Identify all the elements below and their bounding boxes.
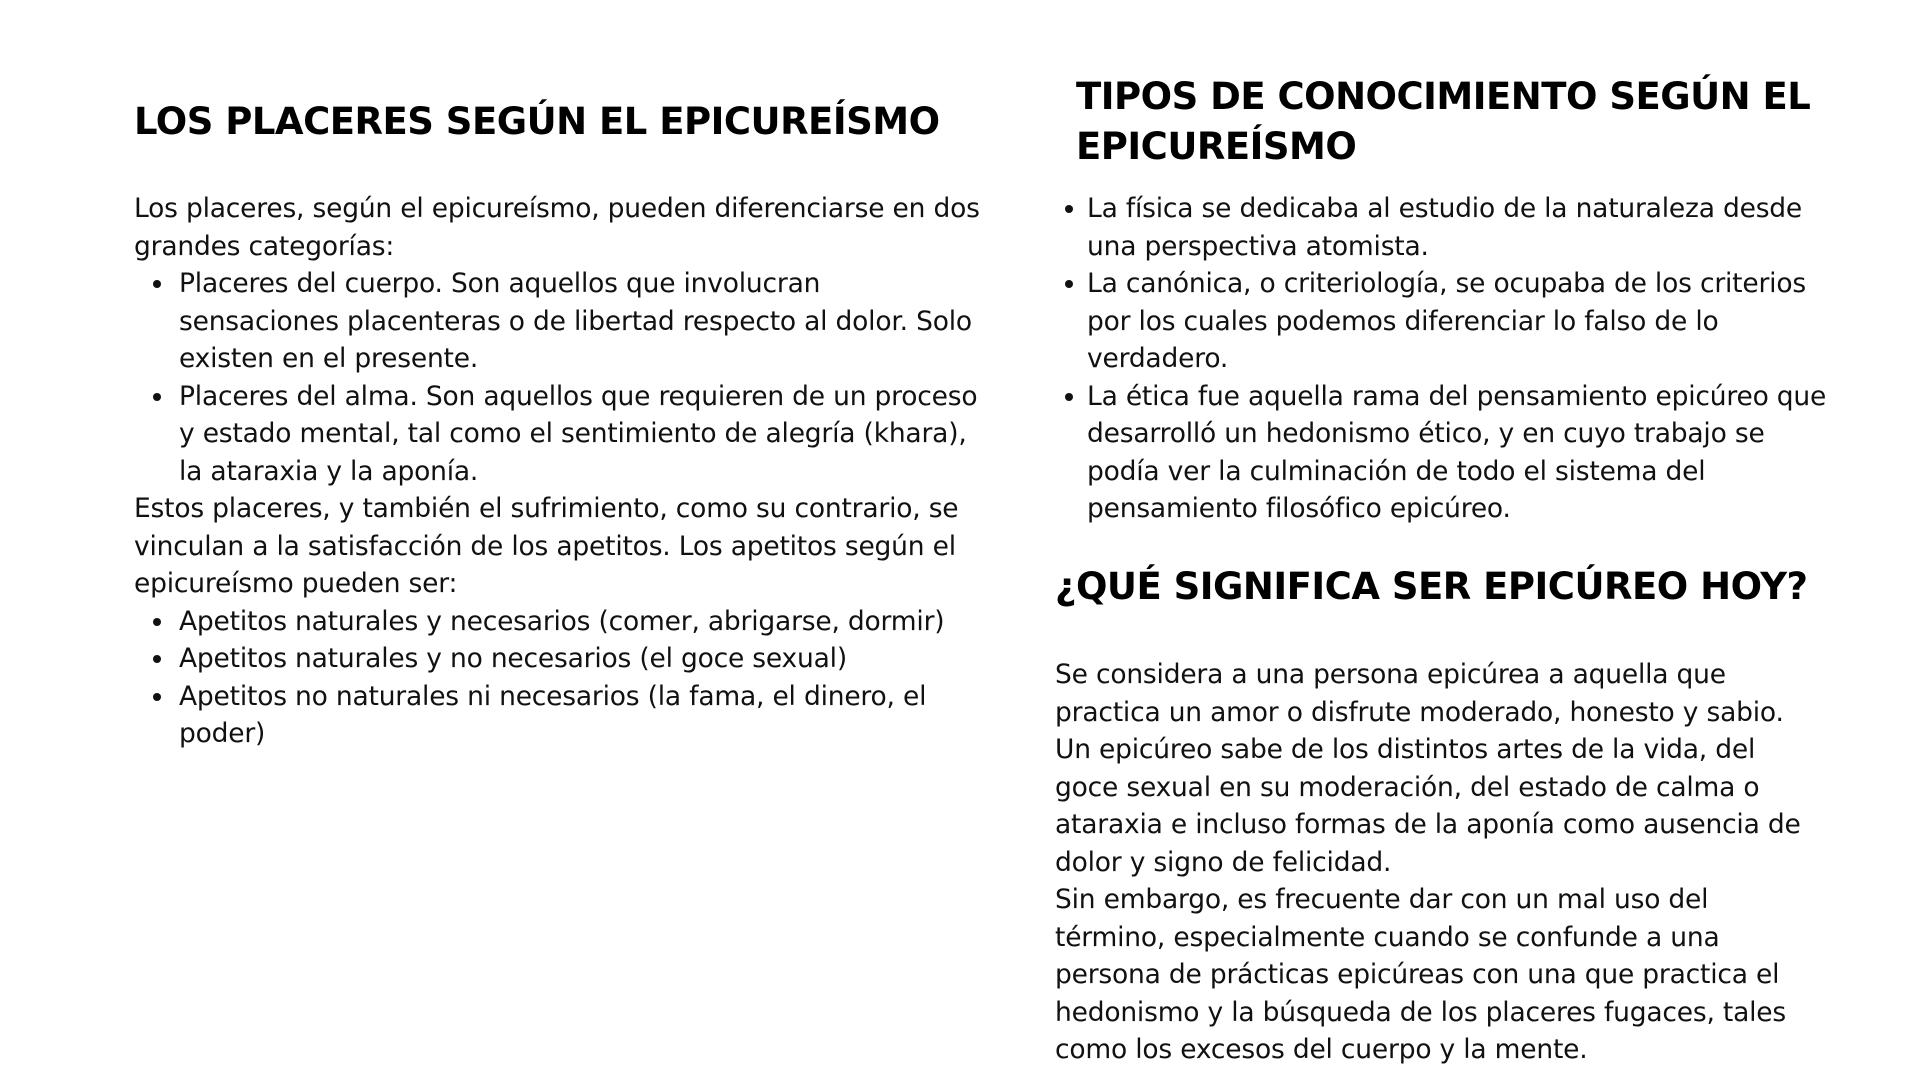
section-conocimiento [1076, 72, 1836, 528]
appetites-list [134, 603, 984, 753]
knowledge-list [1075, 190, 1836, 528]
middle-paragraph: Estos placeres, y también el sufrimiento, como su contrario, se vinculan a la satisfacción de los apetitos. Los apetitos según el epicureísmo pueden ser: [134, 493, 959, 599]
list-item: La física se dedicaba al estudio de la naturaleza desde una perspectiva atomista. [1087, 190, 1836, 265]
list-item: Placeres del cuerpo. Son aquellos que involucran sensaciones placenteras o de libertad respecto al dolor. Solo existen en el presente. [179, 265, 984, 378]
pleasures-list [134, 265, 984, 490]
list-item: Apetitos no naturales ni necesarios (la fama, el dinero, el poder) [179, 678, 984, 753]
section-placeres [134, 100, 984, 753]
section-title: TIPOS DE CONOCIMIENTO SEGÚN EL EPICUREÍSMO [1076, 75, 1811, 168]
paragraph: Sin embargo, es frecuente dar con un mal uso del término, especialmente cuando se confunde a una persona de prácticas epicúreas con una que practica el hedonismo y la búsqueda de los placeres fugaces, tales como los excesos del cuerpo y la mente. [1055, 884, 1787, 1065]
list-item: La canónica, o criteriología, se ocupaba de los criterios por los cuales podemos diferenciar lo falso de lo verdadero. [1087, 265, 1836, 378]
paragraph: Se considera a una persona epicúrea a aquella que practica un amor o disfrute moderado, honesto y sabio. Un epicúreo sabe de los distintos artes de la vida, del goce sexual en su moderación, del estado de calma o ataraxia e incluso formas de la aponía como ausencia de dolor y signo de felicidad. [1055, 659, 1801, 878]
section-title: ¿QUÉ SIGNIFICA SER EPICÚREO HOY? [1055, 565, 1808, 608]
section-body [1055, 656, 1815, 1069]
section-epicureo-hoy [1055, 562, 1815, 1069]
section-body [134, 190, 984, 753]
section-title: LOS PLACERES SEGÚN EL EPICUREÍSMO [134, 100, 940, 143]
section-body [1076, 190, 1836, 528]
intro-paragraph: Los placeres, según el epicureísmo, pueden diferenciarse en dos grandes categorías: [134, 193, 980, 262]
list-item: Apetitos naturales y no necesarios (el goce sexual) [179, 640, 984, 678]
list-item: Apetitos naturales y necesarios (comer, abrigarse, dormir) [179, 603, 984, 641]
list-item: La ética fue aquella rama del pensamiento epicúreo que desarrolló un hedonismo ético, y en cuyo trabajo se podía ver la culminación de todo el sistema del pensamiento filosófico epicúreo. [1087, 378, 1836, 528]
list-item: Placeres del alma. Son aquellos que requieren de un proceso y estado mental, tal como el sentimiento de alegría (khara), la ataraxia y la aponía. [179, 378, 984, 491]
